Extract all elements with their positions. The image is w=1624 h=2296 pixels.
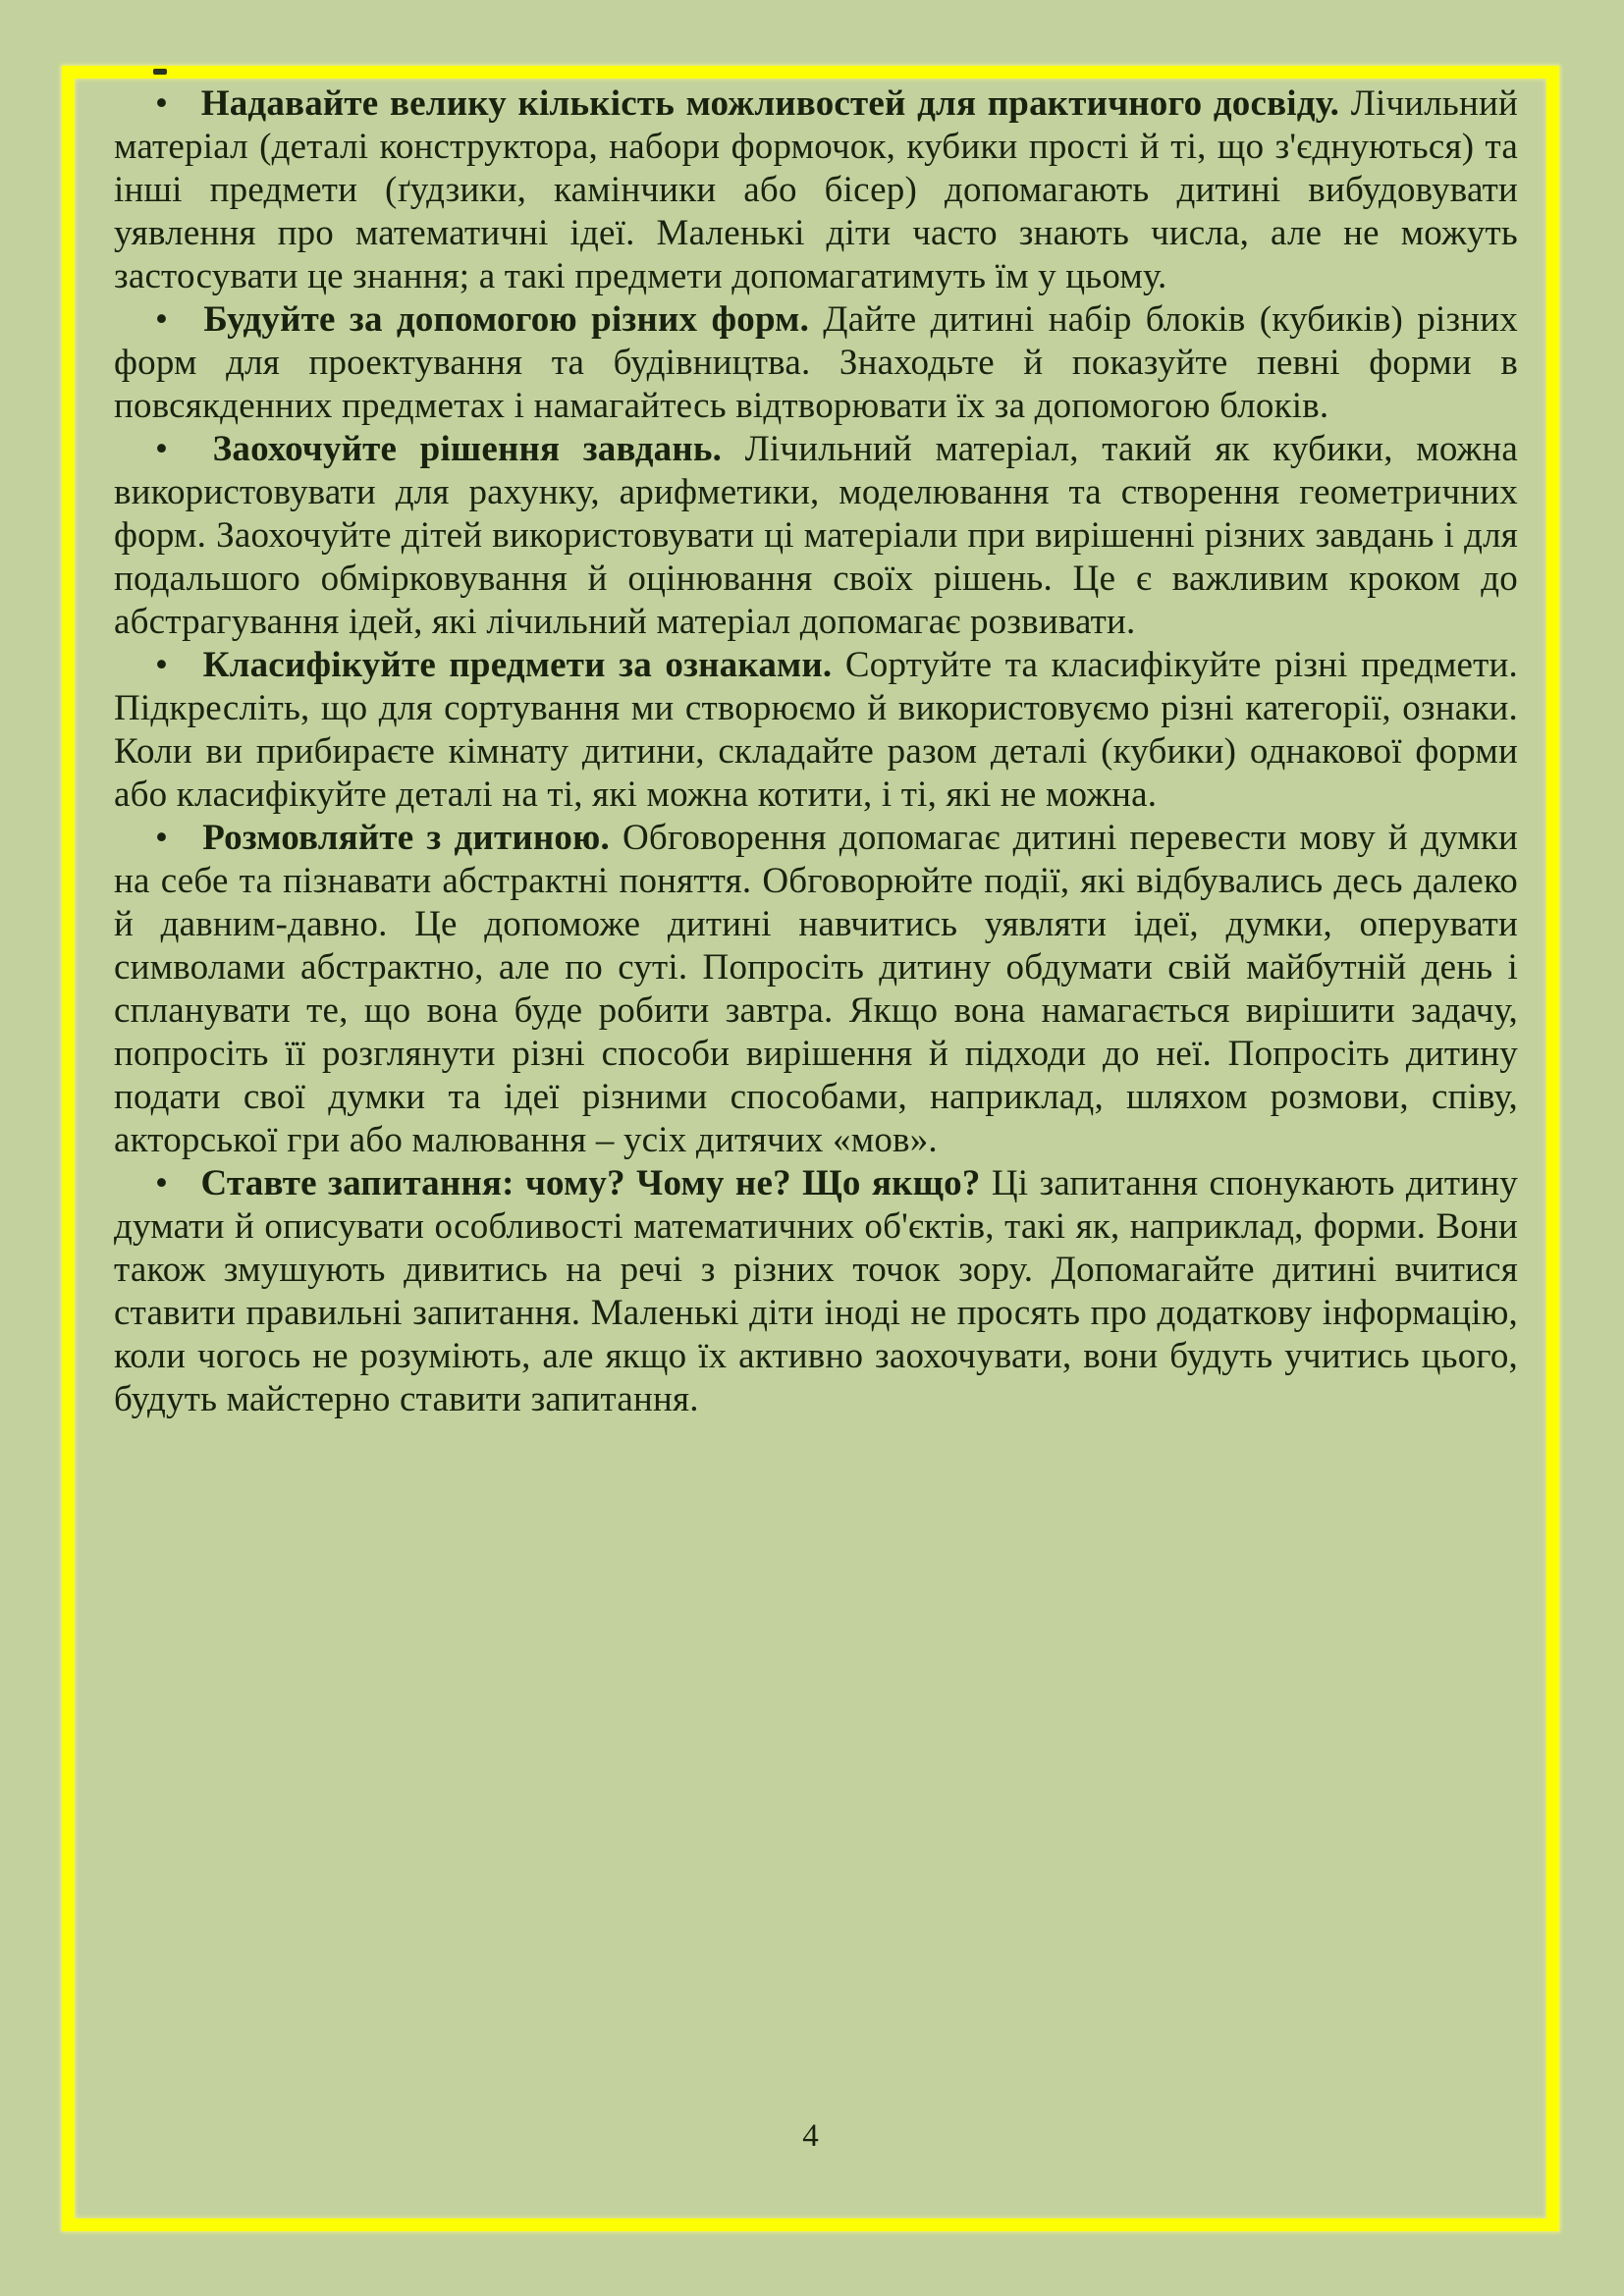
bullet-paragraph-practical-experience (114, 82, 1518, 298)
bullet-marker: • (155, 83, 169, 124)
paragraph-body-text: Лічильний матеріал (деталі конструктора, набори формочок, кубики прості й ті, що з'єднуються) та інші предмети (ґудзики, камінчики або бісер) допомагають дитині вибудовувати уявлення про математичні ідеї. Маленькі діти часто знають числа, але не можуть застосувати це знання; а такі предмети допомагатимуть їм у цьому. (114, 83, 1519, 296)
bullet-paragraph-build-with-shapes (114, 298, 1518, 428)
scan-artifact-mark (153, 69, 167, 75)
paragraph-body-text: Ці запитання спонукають дитину думати й описувати особливості математичних об'єктів, такі як, наприклад, форми. Вони також змушують дивитись на речі з різних точок зору. Допомагайте дитині вчитися ставити правильні запитання. Маленькі діти іноді не просять про додаткову інформацію, коли чогось не розуміють, але якщо їх активно заохочувати, вони будуть учитись цього, будуть майстерно ставити запитання. (114, 1163, 1518, 1419)
bullet-marker: • (155, 645, 169, 685)
bullet-marker: • (155, 818, 169, 858)
paragraph-body-text: Сортуйте та класифікуйте різні предмети. Підкресліть, що для сортування ми створюємо й використовуємо різні категорії, ознаки. Коли ви прибираєте кімнату дитини, складайте разом деталі (кубики) однакової форми або класифікуйте деталі на ті, які можна котити, і ті, які не можна. (114, 645, 1519, 815)
paragraph-body-text: Лічильний матеріал, такий як кубики, можна використовувати для рахунку, арифметики, моделювання та створення геометричних форм. Заохочуйте дітей використовувати ці матеріали при вирішенні різних завдань і для подальшого обмірковування й оцінювання своїх рішень. Це є важливим кроком до абстрагування ідей, які лічильний матеріал допомагає розвивати. (114, 429, 1518, 642)
paragraph-lead-bold: Ставте запитання: чому? Чому не? Що якщо? (200, 1163, 981, 1203)
paragraph-lead-bold: Будуйте за допомогою різних форм. (203, 299, 810, 340)
bullet-paragraph-encourage-problem-solving (114, 428, 1518, 644)
bullet-marker: • (155, 299, 169, 340)
paragraph-lead-bold: Розмовляйте з дитиною. (202, 818, 610, 858)
bullet-paragraph-ask-questions (114, 1162, 1518, 1421)
paragraph-lead-bold: Надавайте велику кількість можливостей для практичного досвіду. (200, 83, 1340, 124)
paragraph-lead-bold: Заохочуйте рішення завдань. (212, 429, 723, 469)
bullet-marker: • (155, 429, 169, 469)
page-content (114, 82, 1518, 1421)
paragraph-body-text: Обговорення допомагає дитині перевести мову й думки на себе та пізнавати абстрактні поняття. Обговорюйте події, які відбувались десь далеко й давним-давно. Це допоможе дитині навчитись уявляти ідеї, думки, оперувати символами абстрактно, але по суті. Попросіть дитину обдумати свій майбутній день і спланувати те, що вона буде робити завтра. Якщо вона намагається вирішити задачу, попросіть її розглянути різні способи вирішення й підходи до неї. Попросіть дитину подати свої думки та ідеї різними способами, наприклад, шляхом розмови, співу, акторської гри або малювання – усіх дитячих «мов». (114, 818, 1518, 1160)
page-number: 4 (802, 2118, 819, 2154)
bullet-marker: • (155, 1163, 169, 1203)
paragraph-body-text: Дайте дитині набір блоків (кубиків) різних форм для проектування та будівництва. Знаходьте й показуйте певні форми в повсякденних предметах і намагайтесь відтворювати їх за допомогою блоків. (114, 299, 1519, 426)
bullet-paragraph-classify-objects (114, 644, 1518, 817)
paragraph-lead-bold: Класифікуйте предмети за ознаками. (202, 645, 833, 685)
bullet-paragraph-talk-with-child (114, 817, 1518, 1162)
